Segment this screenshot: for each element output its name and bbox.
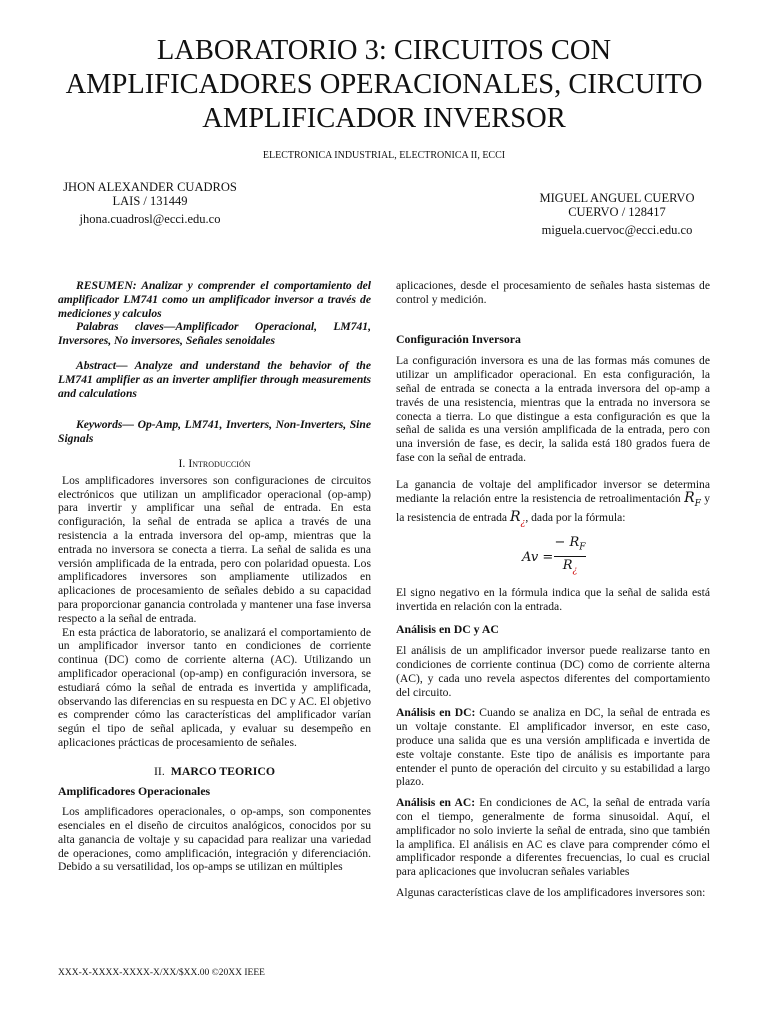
author-name: JHON ALEXANDER CUADROS	[63, 180, 237, 194]
gain-formula	[396, 535, 710, 581]
amp-paragraph: Los amplificadores operacionales, o op-amps, son componentes esenciales en el diseño de circuitos analógicos, conocidos por su alta ganancia de voltaje y su capacidad para realizar una variedad de operaciones, como amplificación, integración y diferenciación. Debido a su versatilidad, los op-amps se utilizan en múltiples	[58, 805, 371, 874]
dc-paragraph: Análisis en DC: Cuando se analiza en DC, la señal de entrada es un voltaje constante. El amplificador inversor, en este caso, produce una salida que es una versión amplificada e invertida de este voltaje constante. Este tipo de análisis es importante para entender el punto de operación del circuito y su estabilidad a largo plazo.	[396, 706, 711, 789]
abstract-label: Abstract—	[76, 358, 128, 372]
left-column	[58, 279, 371, 874]
last-paragraph: Algunas características clave de los amplificadores inversores son:	[396, 885, 706, 899]
resumen-text: Analizar y comprender el comportamiento del amplificador LM741 como un amplificador inversor a través de mediciones y calculos	[58, 279, 371, 320]
rf-symbol: $R_F$	[684, 489, 701, 509]
dc-label: Análisis en DC:	[396, 706, 476, 720]
footer-copyright: XXX-X-XXXX-XXXX-X/XX/$XX.00 ©20XX IEEE	[58, 968, 265, 978]
continuation-paragraph: aplicaciones, desde el procesamiento de señales hasta sistemas de control y medición.	[396, 279, 710, 306]
subsection-amplificadores: Amplificadores Operacionales	[58, 783, 211, 798]
fraction-bar	[554, 556, 586, 557]
section-heading-intro: I. Introducción	[178, 455, 251, 470]
author-email: jhona.cuadrosl@ecci.edu.co	[79, 212, 221, 226]
resumen-paragraph	[58, 279, 371, 320]
keywords-label: Keywords—	[76, 418, 134, 432]
affiliation: ELECTRONICA INDUSTRIAL, ELECTRONICA II, ECCI	[262, 150, 506, 161]
section-title: MARCO TEORICO	[170, 763, 276, 778]
palabras-text: Amplificador Operacional, LM741, Inversores, No inversores, Señales senoidales	[58, 320, 371, 348]
sign-paragraph: El signo negativo en la fórmula indica que la señal de salida está invertida en relación con la entrada.	[396, 585, 710, 613]
formula-numerator: − $R_F$	[554, 534, 586, 553]
configuracion-paragraph: La configuración inversora es una de las formas más comunes de utilizar un amplificador operacional. En esta configuración, la señal de entrada se conecta a la entrada inversora del op-amp a través de una resistencia, mientras que la entrada no inversora se conecta a tierra. Lo que distingue a esta configuración es que la señal de salida es una versión amplificada de la entrada, pero con una inversión de fase, es decir, la salida está 180 grados fuera de fase con la señal de entrada.	[396, 354, 710, 464]
ac-paragraph: Análisis en AC: En condiciones de AC, la señal de entrada varía con el tiempo, generalmente de forma sinusoidal. Aquí, el amplificador no solo invierte la señal de entrada, sino que también la amplifica. El análisis en AC es clave para comprender cómo el amplificador responde a diferentes frecuencias, lo cual es crucial para aplicaciones que involucran señales variables	[396, 796, 710, 879]
ac-label: Análisis en AC:	[396, 796, 476, 810]
subsection-dcac: Análisis en DC y AC	[396, 622, 499, 637]
intro-paragraph-2: En esta práctica de laboratorio, se analizará el comportamiento de un amplificador inversor tanto en condiciones de corriente continua (DC) como de corriente alterna (AC). Utilizando un amplificador operacional (op-amp) en configuración inversora, se estudiará cómo la señal de entrada es invertida y amplificada, observando las diferencias en su respuesta en DC y AC. El objetivo es comprender cómo las características del amplificador varían según el tipo de señal aplicada, y evaluar su desempeño en aplicaciones prácticas de procesamiento de señales.	[58, 625, 371, 749]
gain-paragraph: La ganancia de voltaje del amplificador inversor se determina mediante la relación entre la resistencia de retroalimentación $R_F$ y la resistencia de entrada $R_¿$, dada por la fórmula:	[396, 477, 710, 528]
palabras-claves	[58, 320, 371, 348]
author-2	[517, 191, 717, 237]
paper-title: LABORATORIO 3: CIRCUITOS CON AMPLIFICADORES OPERACIONALES, CIRCUITO AMPLIFICADOR INVERSOR	[65, 35, 703, 134]
author-1	[50, 180, 250, 226]
formula-fraction	[554, 535, 586, 579]
palabras-label: Palabras claves—	[76, 320, 176, 334]
dcac-paragraph: El análisis de un amplificador inversor puede realizarse tanto en condiciones de corriente continua (DC) como de corriente alterna (AC), y cada uno revela aspectos diferentes del comportamiento del circuito.	[396, 644, 710, 699]
abstract-paragraph	[58, 359, 371, 400]
abstract-text: Analyze and understand the behavior of the LM741 amplifier as an inverter amplifier through measurements and calculations	[58, 358, 371, 400]
ri-symbol: $R_¿$	[509, 509, 526, 528]
author-id: CUERVO / 128417	[568, 205, 666, 219]
author-id: LAIS / 131449	[112, 194, 188, 208]
section-title: Introducción	[188, 455, 251, 470]
section-heading-marco: II. MARCO TEORICO	[153, 763, 276, 778]
right-column	[396, 279, 710, 900]
subsection-configuracion: Configuración Inversora	[396, 331, 521, 346]
formula-lhs: Av =	[522, 549, 554, 565]
author-email: miguela.cuervoc@ecci.edu.co	[541, 223, 693, 237]
keywords-text: Op-Amp, LM741, Inverters, Non-Inverters, Sine Signals	[58, 418, 371, 446]
keywords-paragraph	[58, 418, 371, 446]
intro-paragraph-1: Los amplificadores inversores son configuraciones de circuitos electrónicos que utilizan un amplificador operacional (op-amp) para invertir y amplificar una señal de entrada. En esta configuración, la señal de entrada se aplica a través de una resistencia a la entrada inversora del op-amp, mientras que la entrada no inversora se conecta a tierra. La señal de salida es una versión amplificada de la entrada, pero con polaridad opuesta. Los amplificadores inversores son ampliamente utilizados en aplicaciones de procesamiento de señales debido a su capacidad para proporcionar ganancia controlada y mantener una fase inversa respecto a la señal de entrada.	[58, 473, 371, 625]
resumen-label: RESUMEN:	[76, 279, 137, 292]
formula-denominator: $R_¿$	[562, 558, 578, 576]
author-name: MIGUEL ANGUEL CUERVO	[539, 191, 695, 205]
